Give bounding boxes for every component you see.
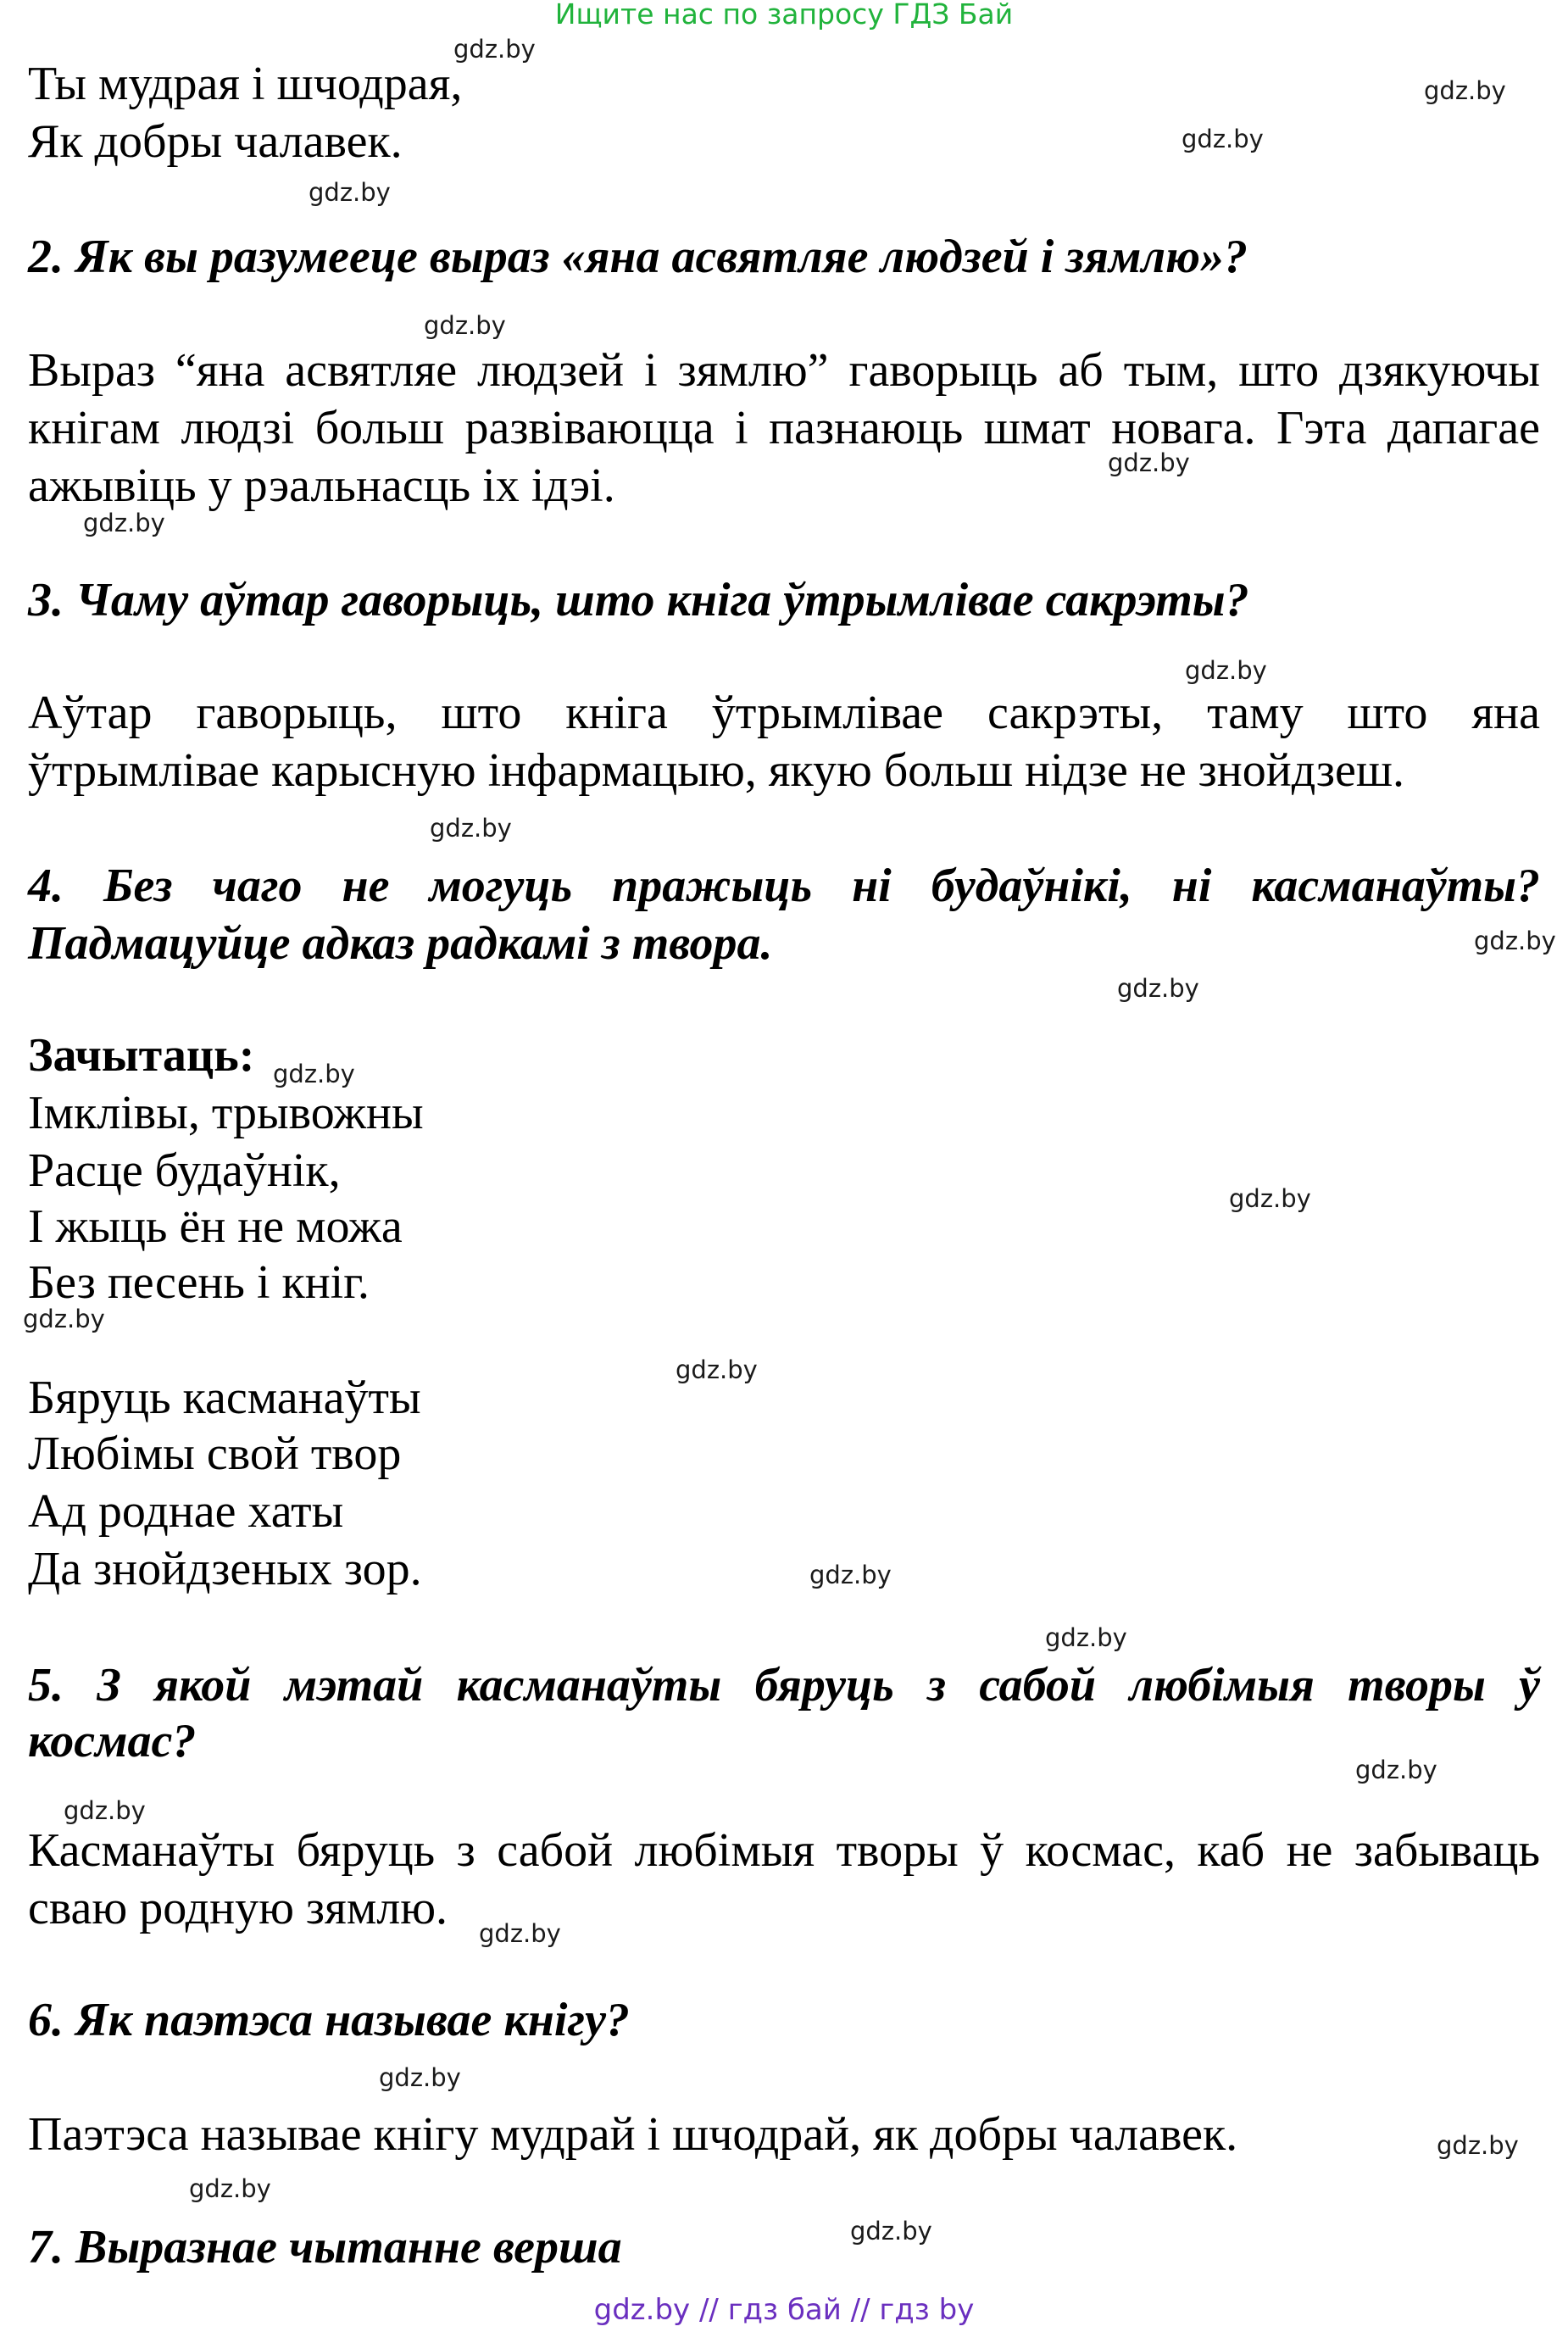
question-7: 7. Выразнае чытанне верша: [28, 2221, 622, 2274]
watermark: gdz.by: [1355, 1756, 1437, 1784]
top-banner[interactable]: Ищите нас по запросу ГДЗ Бай: [554, 0, 1014, 31]
watermark: gdz.by: [676, 1355, 758, 1384]
watermark: gdz.by: [1185, 656, 1267, 685]
question-3: 3. Чаму аўтар гаворыць, што кніга ўтрымлівае сакрэты?: [28, 574, 1249, 626]
question-4-line: 4. Без чаго не могуць пражыць ні будаўнікі, ні касманаўты?: [28, 860, 1540, 912]
stanza-2-line: Бяруць касманаўты: [28, 1372, 421, 1424]
stanza-1-line: Без песень і кніг.: [28, 1256, 370, 1309]
poem-line: Ты мудрая і шчодрая,: [28, 58, 463, 110]
watermark: gdz.by: [1182, 125, 1264, 153]
watermark: gdz.by: [379, 2063, 461, 2092]
watermark: gdz.by: [273, 1060, 355, 1088]
stanza-1-line: І жыць ён не можа: [28, 1200, 403, 1253]
answer-3-line: Аўтар гаворыць, што кніга ўтрымлівае сакрэты, таму што яна: [28, 687, 1540, 739]
watermark: gdz.by: [1437, 2131, 1519, 2160]
watermark: gdz.by: [850, 2217, 932, 2246]
watermark: gdz.by: [1117, 974, 1199, 1003]
answer-2-line: ажывіць у рэальнасць іх ідэі.: [28, 459, 615, 512]
watermark: gdz.by: [83, 509, 165, 537]
watermark: gdz.by: [1108, 448, 1190, 477]
answer-6: Паэтэса называе кнігу мудрай і шчодрай, як добры чалавек.: [28, 2108, 1238, 2161]
stanza-1-line: Імклівы, трывожны: [28, 1087, 424, 1139]
watermark: gdz.by: [424, 311, 506, 340]
stanza-2-line: Да знойдзеных зор.: [28, 1543, 422, 1595]
stanza-2-line: Ад роднае хаты: [28, 1485, 344, 1538]
question-2: 2. Як вы разумееце выраз «яна асвятляе людзей і зямлю»?: [28, 231, 1248, 283]
watermark: gdz.by: [479, 1919, 561, 1948]
answer-2-line: Выраз “яна асвятляе людзей і зямлю” гаворыць аб тым, што дзякуючы: [28, 344, 1540, 397]
bottom-banner[interactable]: gdz.by // гдз бай // гдз by: [593, 2293, 975, 2327]
answer-2-line: кнігам людзі больш развіваюцца і пазнаюць шмат новага. Гэта дапагае: [28, 402, 1540, 454]
answer-5-line: сваю родную зямлю.: [28, 1882, 448, 1934]
stanza-2-line: Любімы свой твор: [28, 1428, 402, 1480]
answer-3-line: ўтрымлівае карысную інфармацыю, якую больш нідзе не знойдзеш.: [28, 744, 1404, 797]
watermark: gdz.by: [809, 1561, 892, 1589]
watermark: gdz.by: [1474, 927, 1556, 955]
watermark: gdz.by: [430, 814, 512, 843]
question-4-line: Падмацуйце адказ радкамі з твора.: [28, 917, 773, 970]
watermark: gdz.by: [1229, 1184, 1311, 1213]
watermark: gdz.by: [453, 35, 536, 64]
question-5-line: космас?: [28, 1715, 197, 1767]
watermark: gdz.by: [309, 178, 391, 207]
answer-5-line: Касманаўты бяруць з сабой любімыя творы ў космас, каб не забываць: [28, 1824, 1540, 1877]
watermark: gdz.by: [64, 1796, 146, 1825]
poem-line: Як добры чалавек.: [28, 115, 403, 168]
question-5-line: 5. З якой мэтай касманаўты бяруць з сабой любімыя творы ў: [28, 1659, 1540, 1711]
watermark: gdz.by: [1045, 1623, 1127, 1652]
question-6: 6. Як паэтэса называе кнігу?: [28, 1994, 630, 2046]
watermark: gdz.by: [1424, 76, 1506, 105]
stanza-1-line: Расце будаўнік,: [28, 1144, 341, 1197]
watermark: gdz.by: [23, 1305, 105, 1333]
watermark: gdz.by: [189, 2174, 271, 2203]
quote-label: Зачытаць:: [28, 1029, 255, 1082]
